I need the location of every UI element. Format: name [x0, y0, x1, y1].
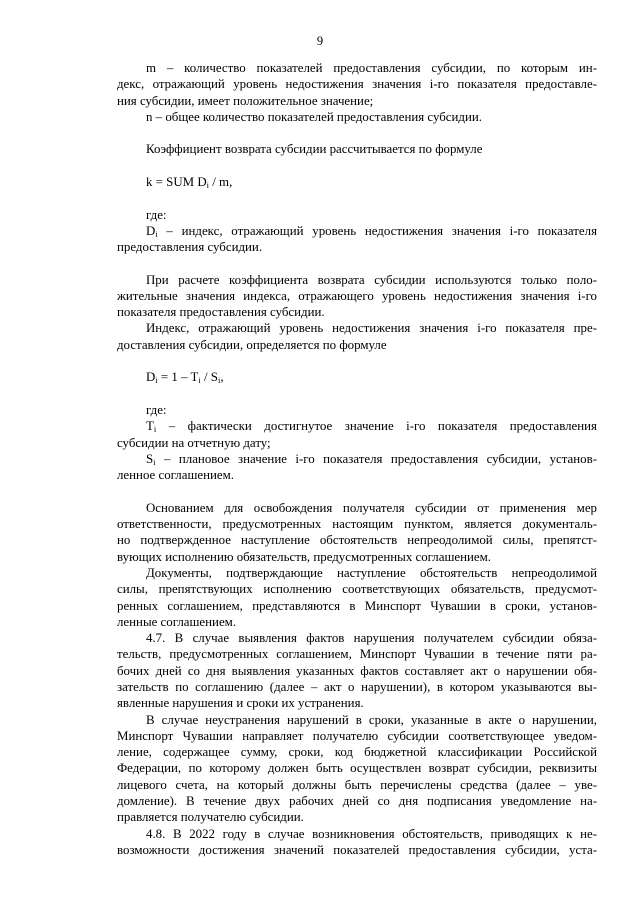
text-line: $T_i$ – фактически достигнутое значение i-го показателя предоставления — [146, 419, 597, 435]
text-line: ния субсидии, имеет положительное значение; — [117, 93, 374, 108]
text-line: Основанием для освобождения получателя субсидии от применения мер — [146, 500, 597, 515]
text-line: m – количество показателей предоставления субсидии, по которым ин- — [146, 61, 597, 75]
text-line: В случае неустранения нарушений в сроки, указанные в акте о нарушении, — [146, 712, 597, 727]
text-line: возможности достижения значений показателей предоставления субсидии, уста- — [117, 842, 597, 857]
text-line: бочих дней со дня выявления указанных фактов составляет акт о нарушении обя- — [117, 663, 597, 678]
text-line: субсидии на отчетную дату; — [117, 435, 271, 450]
text-line: доставления субсидии, определяется по формуле — [117, 337, 387, 352]
text-line: явленные нарушения и сроки их устранения. — [117, 696, 364, 711]
formula-k: k = SUM $D_i$ / m, — [146, 175, 233, 191]
text-line: ленное соглашением. — [117, 468, 234, 483]
text-line: Индекс, отражающий уровень недостижения значения i-го показателя пре- — [146, 321, 597, 336]
text-line: домление). В течение двух рабочих дней со дня подписания уведомление на- — [117, 794, 597, 809]
text-line: ответственности, предусмотренных настоящим пунктом, является документаль- — [117, 517, 597, 532]
text-line: показателя предоставления субсидии. — [117, 305, 325, 320]
text-line: вующих исполнению обязательств, предусмотренных соглашением. — [117, 549, 491, 564]
text-line: жительные значения индекса, отражающего уровень недостижения значения i-го — [117, 288, 597, 303]
page-number: 9 — [316, 34, 324, 48]
text-line: При расчете коэффициента возврата субсидии используются только поло- — [146, 272, 597, 287]
text-line: Коэффициент возврата субсидии рассчитывается по формуле — [146, 142, 483, 157]
text-line: силы, препятствующих исполнению соответствующих обязательств, предусмот- — [117, 582, 597, 597]
text-line: предоставления субсидии. — [117, 240, 263, 255]
text-line: ренных соглашением, представляются в Минспорт Чувашии в сроки, установ- — [117, 598, 597, 613]
text-line: тельств, предусмотренных соглашением, Минспорт Чувашии в течение пяти ра- — [117, 647, 597, 662]
text-line: Минспорт Чувашии направляет получателю субсидии соответствующее уведом- — [117, 728, 597, 743]
text-line: ленные соглашением. — [117, 614, 237, 629]
formula-d: $D_i = 1 - T_i / S_i$, — [146, 370, 224, 386]
text-line: $D_i$ – индекс, отражающий уровень недостижения значения i-го показателя — [146, 223, 597, 239]
text-line: где: — [146, 402, 167, 417]
text-line: $S_i$ – плановое значение i-го показателя предоставления субсидии, установ- — [146, 451, 597, 467]
text-line: 4.8. В 2022 году в случае возникновения обстоятельств, приводящих к не- — [146, 826, 597, 841]
text-line: лицевого счета, на который должны быть перечислены средства (далее – уве- — [117, 777, 597, 792]
text-line: где: — [146, 207, 167, 222]
text-line: но подтвержденное наступление обстоятельств непреодолимой силы, препятст- — [117, 533, 597, 548]
text-line: ление, содержащее сумму, сроки, код бюджетной классификации Российской — [117, 745, 597, 760]
text-line: зательств по соглашению (далее – акт о нарушении), в котором указываются вы- — [117, 679, 597, 694]
text-line: Документы, подтверждающие наступление обстоятельств непреодолимой — [146, 565, 597, 580]
text-line: декс, отражающий уровень недостижения значения i-го показателя предоставле- — [117, 77, 597, 92]
text-line: правляется получателю субсидии. — [117, 810, 304, 825]
text-line: n – общее количество показателей предоставления субсидии. — [146, 109, 482, 124]
document-body — [117, 60, 597, 858]
text-line: 4.7. В случае выявления фактов нарушения получателем субсидии обяза- — [146, 631, 597, 646]
text-line: Федерации, по которому должен быть осуществлен возврат субсидии, реквизиты — [117, 761, 597, 776]
